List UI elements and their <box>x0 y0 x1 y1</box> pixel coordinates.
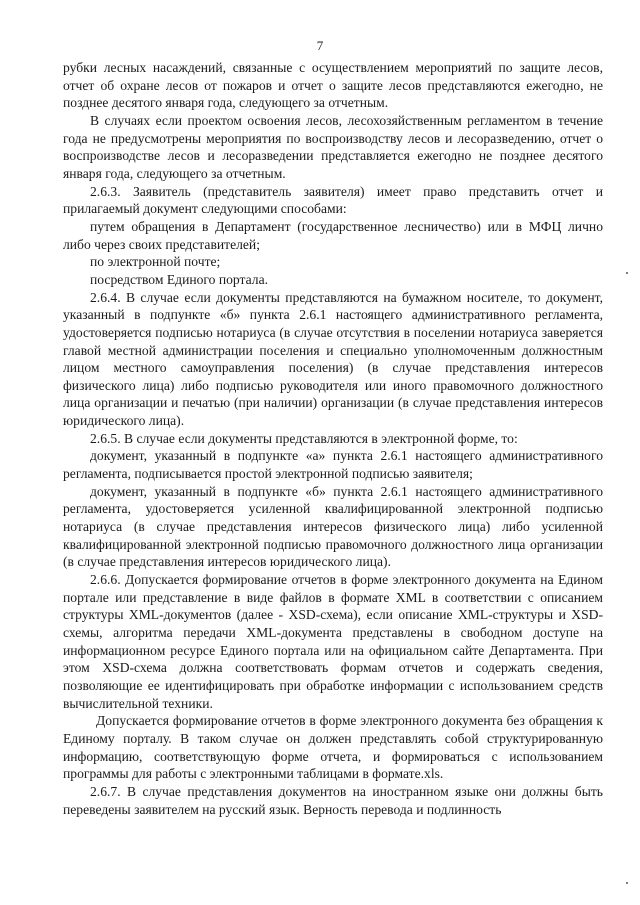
paragraph: 2.6.3. Заявитель (представитель заявителя) имеет право представить отчет и прилагаемый документ следующими способами: <box>63 183 603 217</box>
document-body <box>63 59 603 818</box>
paragraph: 2.6.7. В случае представления документов на иностранном языке они должны быть переведены заявителем на русский язык. Верность перевода и подлинность <box>63 783 603 817</box>
paragraph: Допускается формирование отчетов в форме электронного документа без обращения к Единому порталу. В таком случае он должен представлять собой структурированную информацию, соответствующую форме отчета, и формироваться с использованием программы для работы с электронными таблицами в формате.xls. <box>63 713 603 782</box>
paragraph: рубки лесных насаждений, связанные с осуществлением мероприятий по защите лесов, отчет об охране лесов от пожаров и отчет о защите лесов представляются ежегодно, не позднее десятого января года, следующего за отчетным. <box>63 60 603 111</box>
paragraph: документ, указанный в подпункте «а» пункта 2.6.1 настоящего административного регламента, подписывается простой электронной подписью заявителя; <box>63 448 603 482</box>
scan-speck <box>626 272 628 274</box>
paragraph: посредством Единого портала. <box>90 271 269 287</box>
paragraph: В случаях если проектом освоения лесов, лесохозяйственным регламентом в течение года не предусмотрены мероприятия по воспроизводству лесов и лесоразведению, отчет о воспроизводстве лесов и лесоразведении представляется ежегодно не позднее десятого января года, следующего за отчетным. <box>63 112 603 181</box>
paragraph: документ, указанный в подпункте «б» пункта 2.6.1 настоящего административного регламента, удостоверяется усиленной квалифицированной электронной подписью нотариуса (в случае представления интересов физического лица) либо усиленной квалифицированной электронной подписью правомочного должностного лица организации (в случае представления интересов юридического лица). <box>63 483 603 570</box>
page-number: 7 <box>316 38 324 53</box>
paragraph: 2.6.4. В случае если документы представляются на бумажном носителе, то документ, указанный в подпункте «б» пункта 2.6.1 настоящего административного регламента, удостоверяется подписью нотариуса (в случае отсутствия в поселении нотариуса заверяется главой местной администрации поселения и специально уполномоченным должностным лицом местного самоуправления поселения) (в случае представления интересов физического лица) либо подписью руководителя или иного правомочного должностного лица организации и печатью (при наличии) организации (в случае представления интересов юридического лица). <box>63 289 603 429</box>
paragraph: путем обращения в Департамент (государственное лесничество) или в МФЦ лично либо через своих представителей; <box>63 218 603 252</box>
scan-speck <box>626 882 628 884</box>
paragraph: 2.6.6. Допускается формирование отчетов в форме электронного документа на Едином портале или представление в виде файлов в формате XML в соответствии с описанием структуры XML-документов (далее - XSD-схема), если описание XML-структуры и XSD-схемы, алгоритма передачи XML-документа представлены в свободном доступе на информационном ресурсе Единого портала или на официальном сайте Департамента. При этом XSD-схема должна соответствовать формам отчетов и содержать сведения, позволяющие ее идентифицировать при обработке информации с использованием средств вычислительной техники. <box>63 572 603 711</box>
paragraph: 2.6.5. В случае если документы представляются в электронной форме, то: <box>90 430 518 446</box>
paragraph: по электронной почте; <box>90 254 221 270</box>
